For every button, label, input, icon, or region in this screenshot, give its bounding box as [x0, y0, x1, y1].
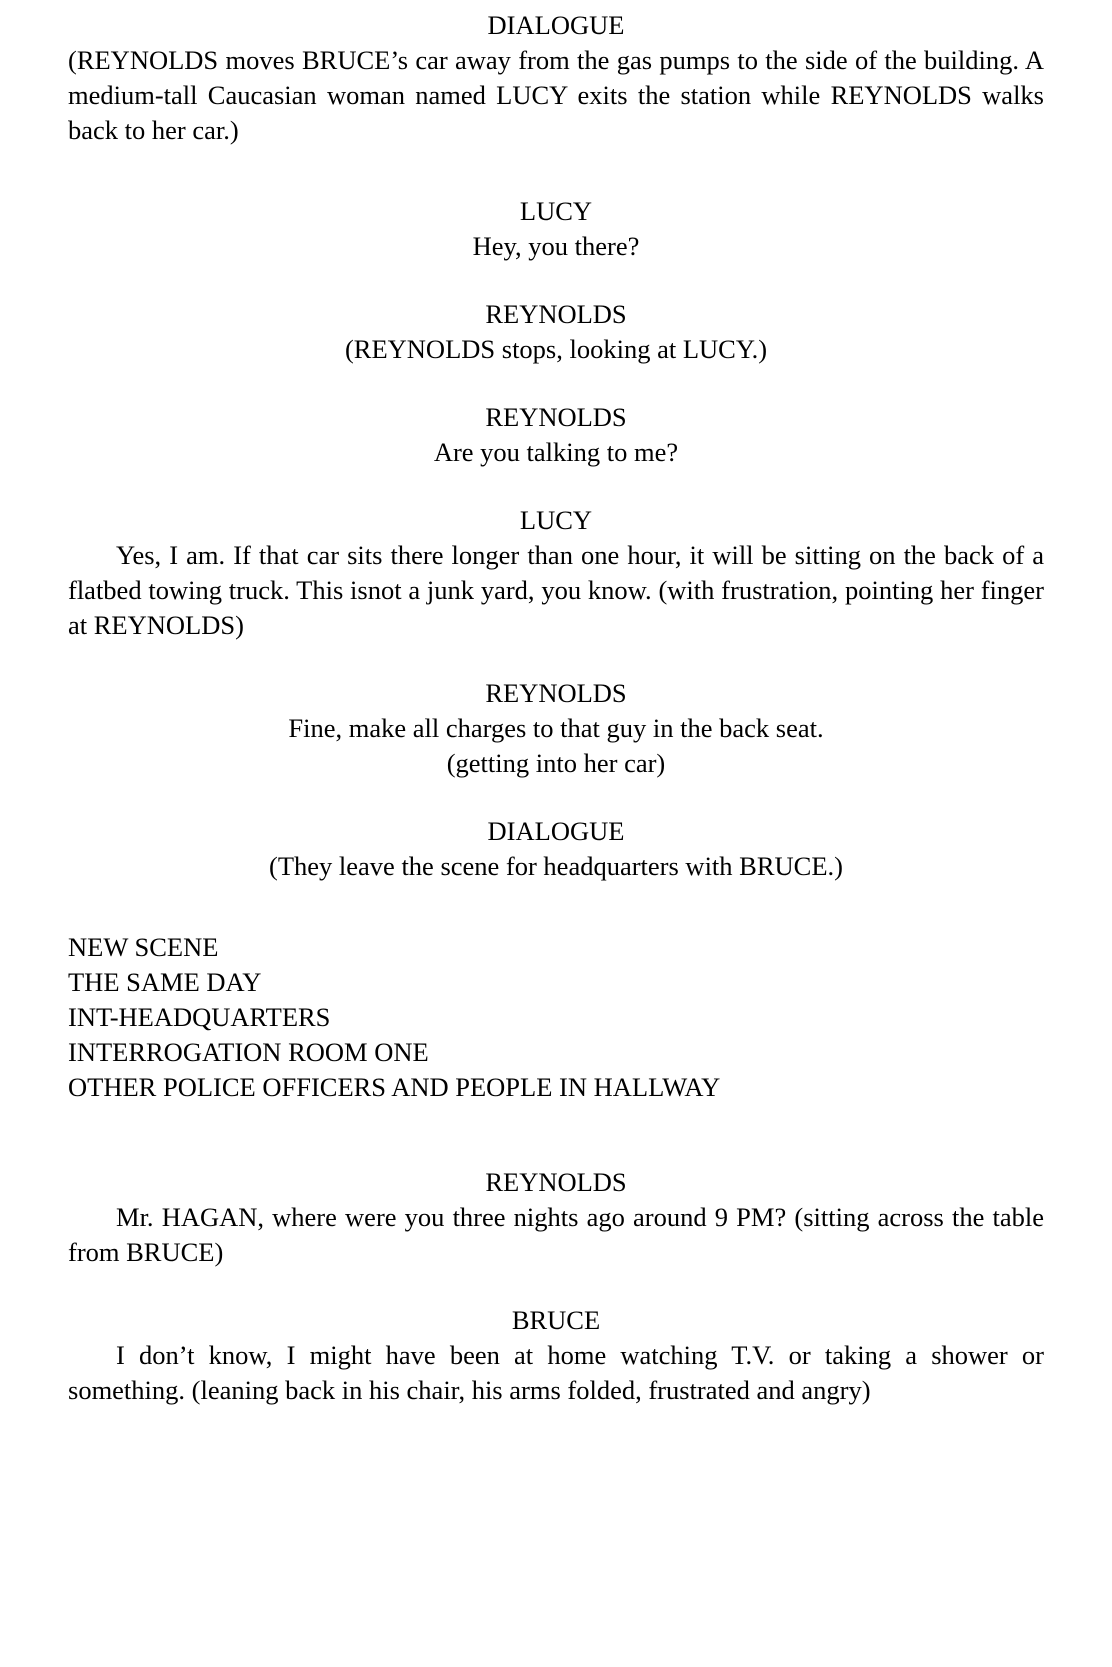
- character-heading-reynolds-1: REYNOLDS: [485, 299, 627, 329]
- scene-heading-extras: OTHER POLICE OFFICERS AND PEOPLE IN HALLWAY: [68, 1072, 721, 1102]
- spacer: [68, 781, 1044, 814]
- spacer: [68, 1105, 1044, 1165]
- scene-heading-new-scene: NEW SCENE: [68, 932, 219, 962]
- dialogue-line-reynolds-2: Are you talking to me?: [433, 437, 679, 467]
- dialogue-paragraph-reynolds-4: Mr. HAGAN, where were you three nights ago around 9 PM? (sitting across the table from BRUCE): [68, 1202, 1044, 1267]
- spacer: [68, 148, 1044, 194]
- spacer: [68, 884, 1044, 930]
- action-line-2: (They leave the scene for headquarters with BRUCE.): [269, 851, 843, 881]
- dialogue-line-reynolds-3: Fine, make all charges to that guy in the back seat.: [288, 713, 824, 743]
- scene-heading-location: INT-HEADQUARTERS: [68, 1002, 331, 1032]
- spacer: [68, 1270, 1044, 1303]
- action-paragraph-1: (REYNOLDS moves BRUCE’s car away from the gas pumps to the side of the building. A medium-tall Caucasian woman named LUCY exits the station while REYNOLDS walks back to her car.): [68, 45, 1044, 145]
- character-heading-lucy-2: LUCY: [519, 505, 593, 535]
- spacer: [68, 470, 1044, 503]
- character-heading-reynolds-2: REYNOLDS: [485, 402, 627, 432]
- character-heading-reynolds-3: REYNOLDS: [485, 678, 627, 708]
- dialogue-line-lucy-1: Hey, you there?: [472, 231, 640, 261]
- character-heading-dialogue-2: DIALOGUE: [487, 816, 625, 846]
- scene-heading-day: THE SAME DAY: [68, 967, 262, 997]
- dialogue-line-reynolds-1: (REYNOLDS stops, looking at LUCY.): [344, 334, 768, 364]
- parenthetical-reynolds-3: (getting into her car): [446, 748, 666, 778]
- scene-heading-room: INTERROGATION ROOM ONE: [68, 1037, 429, 1067]
- spacer: [68, 264, 1044, 297]
- character-heading-dialogue-1: DIALOGUE: [487, 10, 625, 40]
- character-heading-bruce-1: BRUCE: [511, 1305, 601, 1335]
- dialogue-paragraph-bruce-1: I don’t know, I might have been at home watching T.V. or taking a shower or something. (leaning back in his chair, his arms folded, frustrated and angry): [68, 1340, 1044, 1405]
- dialogue-paragraph-lucy-2: Yes, I am. If that car sits there longer than one hour, it will be sitting on the back of a flatbed towing truck. This isnot a junk yard, you know. (with frustration, pointing her finger at REYNOLDS): [68, 540, 1044, 640]
- character-heading-lucy-1: LUCY: [519, 196, 593, 226]
- spacer: [68, 643, 1044, 676]
- character-heading-reynolds-4: REYNOLDS: [485, 1167, 627, 1197]
- spacer: [68, 367, 1044, 400]
